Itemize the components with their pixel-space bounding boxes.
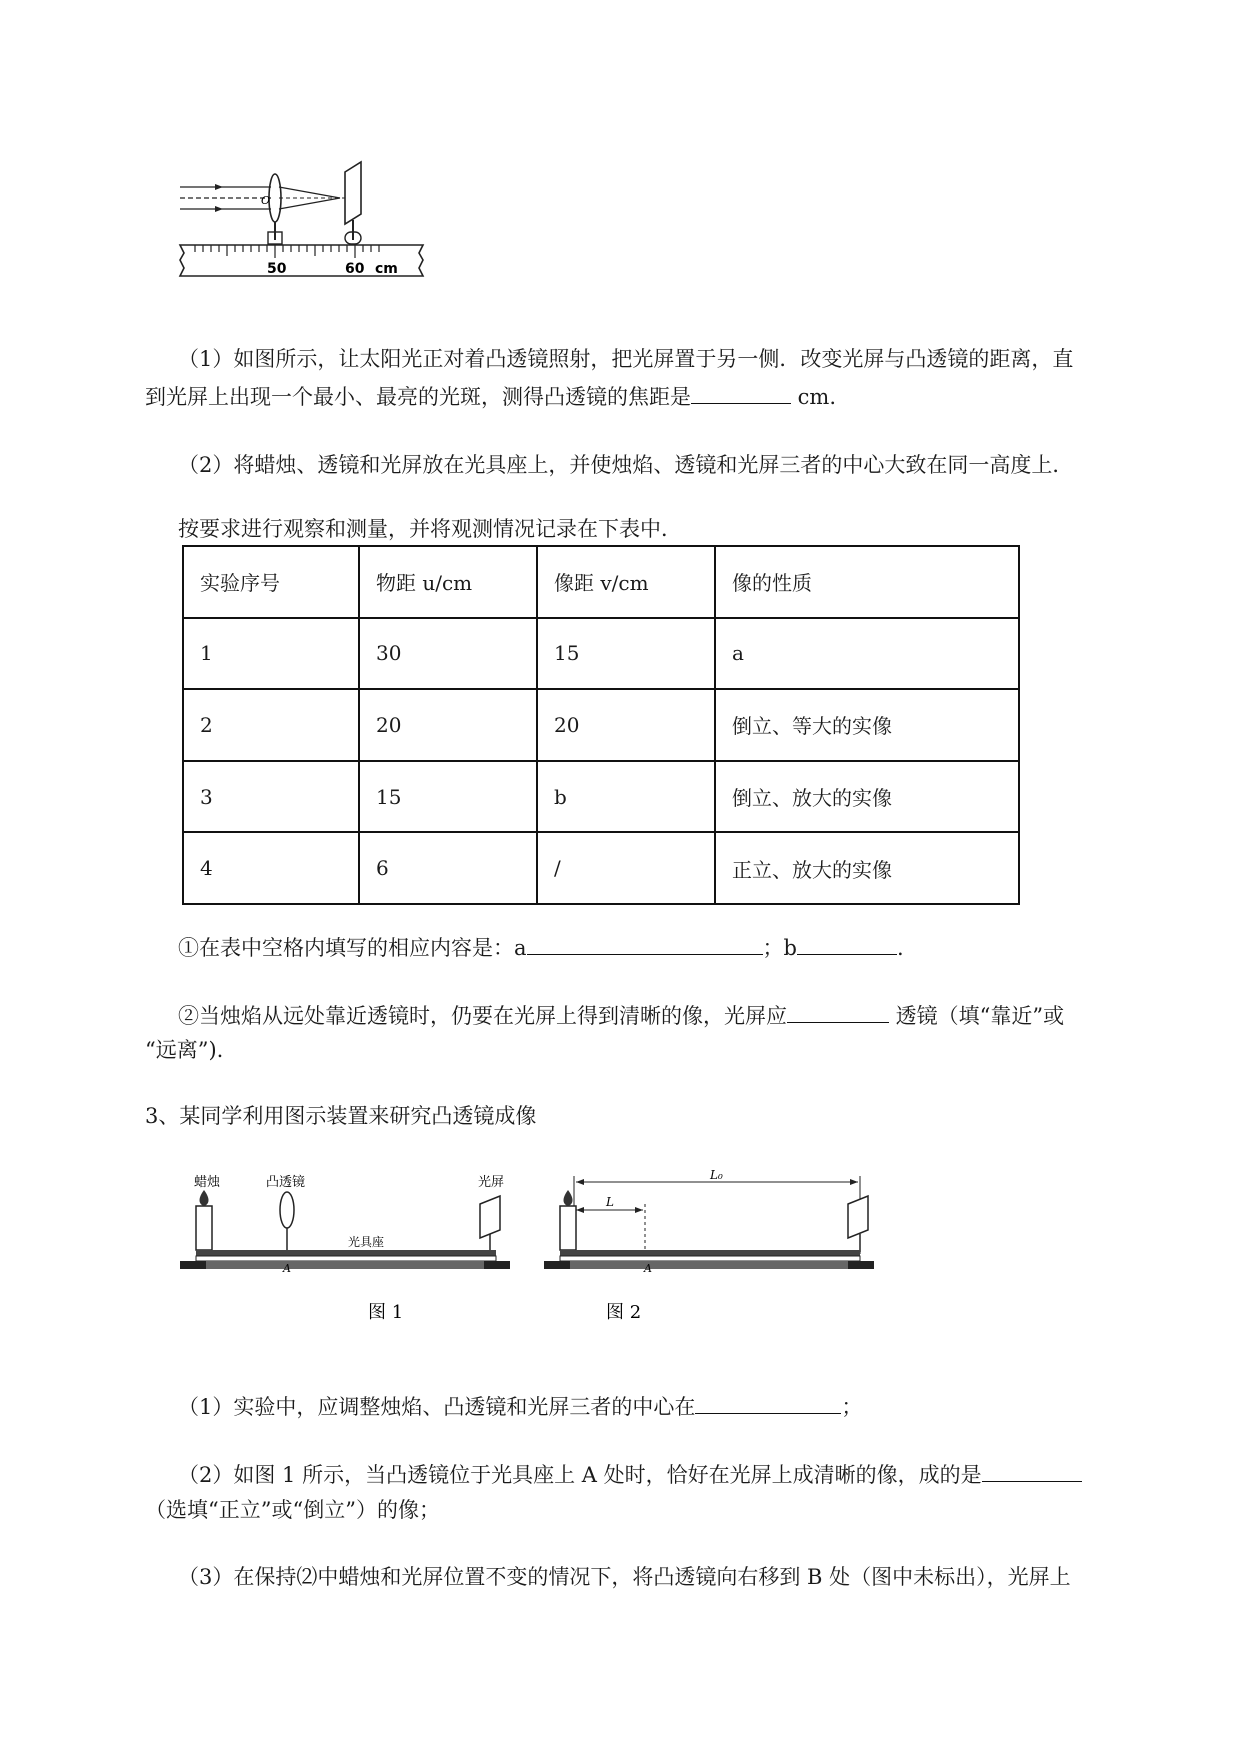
table-header-cell: 实验序号 — [183, 546, 359, 618]
center-position-blank[interactable] — [695, 1395, 841, 1414]
table-cell: 15 — [537, 618, 715, 690]
p3-q1-line — [178, 1393, 862, 1421]
image-orientation-blank[interactable] — [982, 1463, 1082, 1482]
table-cell: 正立、放大的实像 — [715, 832, 1019, 904]
table-cell: 20 — [359, 689, 537, 761]
table-cell: 4 — [183, 832, 359, 904]
observation-table — [182, 545, 1020, 905]
q2-text-a: （2）将蜡烛、透镜和光屏放在光具座上，并使烛焰、透镜和光屏三者的中心大致在同一高度上． — [178, 453, 1074, 477]
sub2-line-1 — [178, 1002, 1064, 1030]
table-row — [183, 832, 1019, 904]
bench-label: 光具座 — [348, 1235, 385, 1249]
optical-bench-figure-1 — [170, 1168, 520, 1348]
q1-text-b: 到光屏上出现一个最小、最亮的光斑，测得凸透镜的焦距是 — [145, 385, 691, 409]
table-cell: 3 — [183, 761, 359, 833]
sub2-text-a: ②当烛焰从远处靠近透镜时，仍要在光屏上得到清晰的像，光屏应 — [178, 1004, 787, 1028]
position-a-label: A — [283, 1262, 291, 1275]
p3-q3-line — [178, 1563, 1071, 1591]
p3-q1-text: （1）实验中，应调整烛焰、凸透镜和光屏三者的中心在 — [178, 1395, 696, 1419]
table-header-cell: 像的性质 — [715, 546, 1019, 618]
sub2-line-2 — [145, 1036, 223, 1064]
candle-label: 蜡烛 — [194, 1175, 221, 1190]
figure-2-caption: 图 2 — [606, 1302, 642, 1323]
ruler-unit: cm — [375, 261, 398, 277]
p3-q1-after: ； — [841, 1395, 863, 1419]
q1-unit: cm. — [791, 385, 837, 409]
table-cell: 1 — [183, 618, 359, 690]
table-cell: 6 — [359, 832, 537, 904]
ruler-tick-50: 50 — [267, 261, 287, 277]
q2-text-b: 按要求进行观察和测量，并将观测情况记录在下表中． — [178, 517, 682, 541]
table-header-row — [183, 546, 1019, 618]
answer-b-blank[interactable] — [797, 936, 897, 955]
p3-q2-line-2 — [145, 1496, 440, 1524]
sub2-text-b: “远离”). — [145, 1038, 224, 1062]
table-row — [183, 618, 1019, 690]
lens-label: 凸透镜 — [266, 1175, 306, 1190]
table-cell: 15 — [359, 761, 537, 833]
sub1-text-sep: ；b — [762, 936, 797, 960]
l0-label: L₀ — [710, 1168, 723, 1182]
table-cell: a — [715, 618, 1019, 690]
table-cell: 倒立、放大的实像 — [715, 761, 1019, 833]
screen-label: 光屏 — [478, 1175, 505, 1190]
ruler-tick-60: 60 — [345, 261, 365, 277]
sub1-text-a: ①在表中空格内填写的相应内容是：a — [178, 936, 527, 960]
q1-line-1 — [178, 345, 1073, 373]
q1-text-a: （1）如图所示，让太阳光正对着凸透镜照射，把光屏置于另一侧．改变光屏与凸透镜的距离，直 — [178, 347, 1074, 371]
figure-1-caption: 图 1 — [368, 1302, 404, 1323]
q2-line-2 — [178, 515, 682, 543]
table-cell: 倒立、等大的实像 — [715, 689, 1019, 761]
table-cell: 2 — [183, 689, 359, 761]
p3-q2-text-a: （2）如图 1 所示，当凸透镜位于光具座上 A 处时，恰好在光屏上成清晰的像，成的是 — [178, 1463, 982, 1487]
sub1-line — [178, 934, 904, 962]
focal-length-blank[interactable] — [691, 385, 791, 404]
table-cell: 30 — [359, 618, 537, 690]
sub2-text-a-after: 透镜（填“靠近”或 — [889, 1004, 1065, 1028]
q2-line-1 — [178, 451, 1073, 479]
screen-direction-blank[interactable] — [787, 1004, 889, 1023]
answer-a-blank[interactable] — [527, 936, 763, 955]
lens-focal-figure — [175, 160, 430, 285]
p3-q2-line-1 — [178, 1461, 1082, 1489]
q1-line-2 — [145, 383, 836, 411]
optical-bench-figure-2 — [530, 1168, 890, 1348]
table-cell: b — [537, 761, 715, 833]
table-cell: 20 — [537, 689, 715, 761]
table-header-cell: 物距 u/cm — [359, 546, 537, 618]
lens-label: O — [261, 194, 271, 207]
problem3-title-text: 3、某同学利用图示装置来研究凸透镜成像 — [145, 1104, 537, 1128]
l-label: L — [606, 1195, 614, 1209]
p3-q2-text-b: （选填“正立”或“倒立”）的像； — [145, 1498, 440, 1522]
p3-q3-text: （3）在保持⑵中蜡烛和光屏位置不变的情况下，将凸透镜向右移到 B 处（图中未标出），光屏上 — [178, 1565, 1071, 1589]
table-header-cell: 像距 v/cm — [537, 546, 715, 618]
table-cell: / — [537, 832, 715, 904]
table-row — [183, 689, 1019, 761]
sub1-text-end: . — [896, 936, 904, 960]
problem3-title — [145, 1102, 536, 1130]
table-row — [183, 761, 1019, 833]
position-a-label: A — [644, 1262, 652, 1275]
